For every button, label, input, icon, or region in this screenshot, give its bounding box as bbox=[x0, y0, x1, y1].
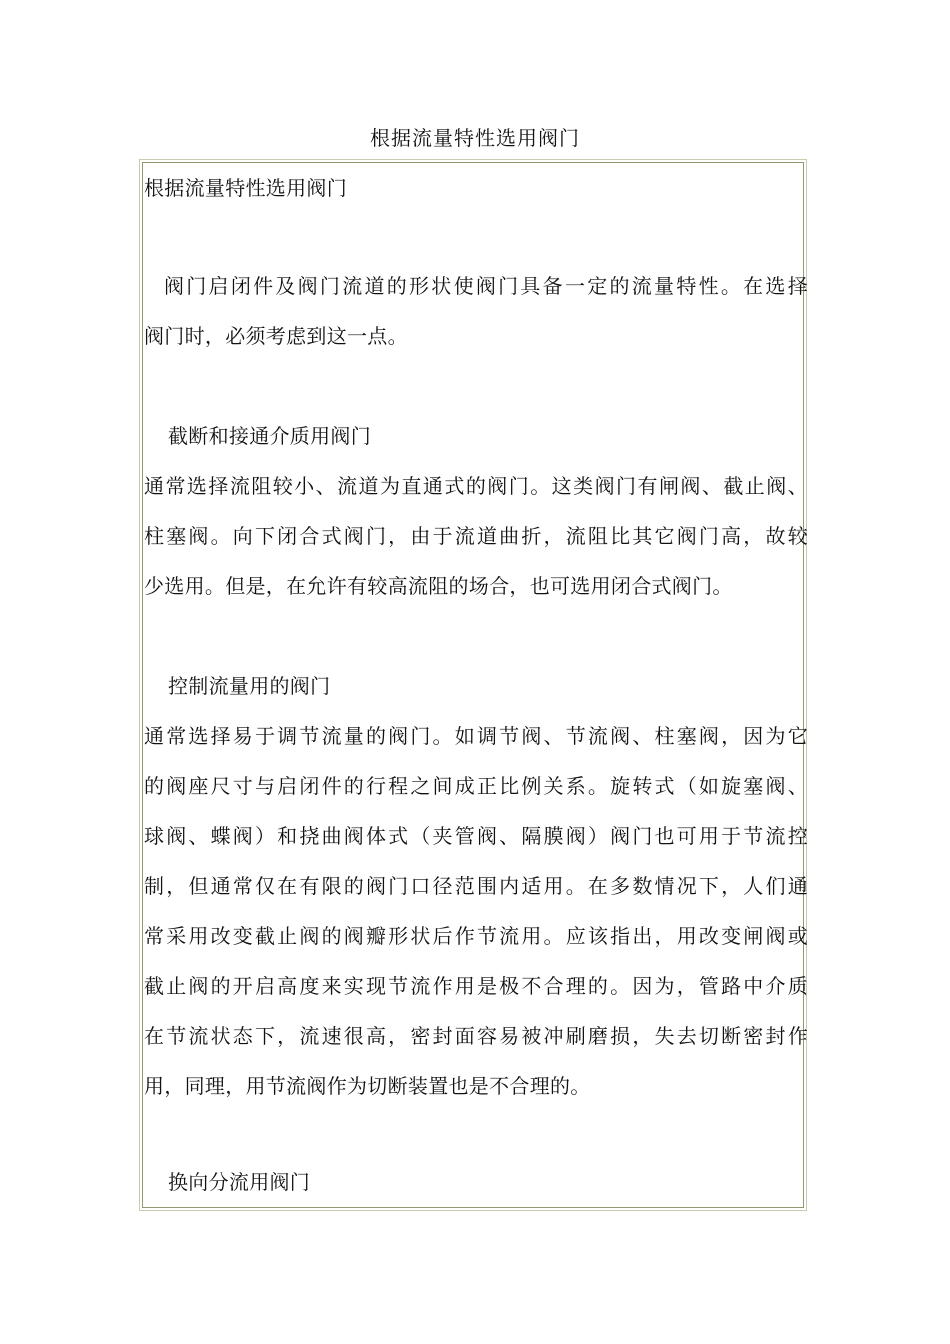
section2-line-3: 球阀、蝶阀）和挠曲阀体式（夹管阀、隔膜阀）阀门也可用于节流控 bbox=[144, 824, 808, 848]
section1-line-1: 通常选择流阻较小、流道为直通式的阀门。这类阀门有闸阀、截止阀、 bbox=[144, 474, 808, 498]
section2-line-1: 通常选择易于调节流量的阀门。如调节阀、节流阀、柱塞阀，因为它 bbox=[144, 724, 808, 748]
section2-line-8: 用，同理，用节流阀作为切断装置也是不合理的。 bbox=[144, 1074, 591, 1098]
intro-line-2: 阀门时，必须考虑到这一点。 bbox=[144, 324, 408, 348]
section1-heading: 截断和接通介质用阀门 bbox=[168, 424, 371, 448]
section2-line-4: 制，但通常仅在有限的阀门口径范围内适用。在多数情况下，人们通 bbox=[144, 874, 808, 898]
section2-line-6: 截止阀的开启高度来实现节流作用是极不合理的。因为，管路中介质 bbox=[144, 974, 808, 998]
section-heading-main: 根据流量特性选用阀门 bbox=[144, 176, 347, 200]
page-title: 根据流量特性选用阀门 bbox=[370, 126, 580, 150]
intro-line-1: 阀门启闭件及阀门流道的形状使阀门具备一定的流量特性。在选择 bbox=[164, 274, 808, 298]
section2-line-5: 常采用改变截止阀的阀瓣形状后作节流用。应该指出，用改变闸阀或 bbox=[144, 924, 808, 948]
section2-line-7: 在节流状态下，流速很高，密封面容易被冲刷磨损，失去切断密封作 bbox=[144, 1024, 808, 1048]
section2-heading: 控制流量用的阀门 bbox=[168, 674, 331, 698]
section1-line-3: 少选用。但是，在允许有较高流阻的场合，也可选用闭合式阀门。 bbox=[144, 574, 733, 598]
section1-line-2: 柱塞阀。向下闭合式阀门，由于流道曲折，流阻比其它阀门高，故较 bbox=[144, 524, 808, 548]
section2-line-2: 的阀座尺寸与启闭件的行程之间成正比例关系。旋转式（如旋塞阀、 bbox=[144, 774, 808, 798]
section3-heading: 换向分流用阀门 bbox=[168, 1170, 311, 1194]
